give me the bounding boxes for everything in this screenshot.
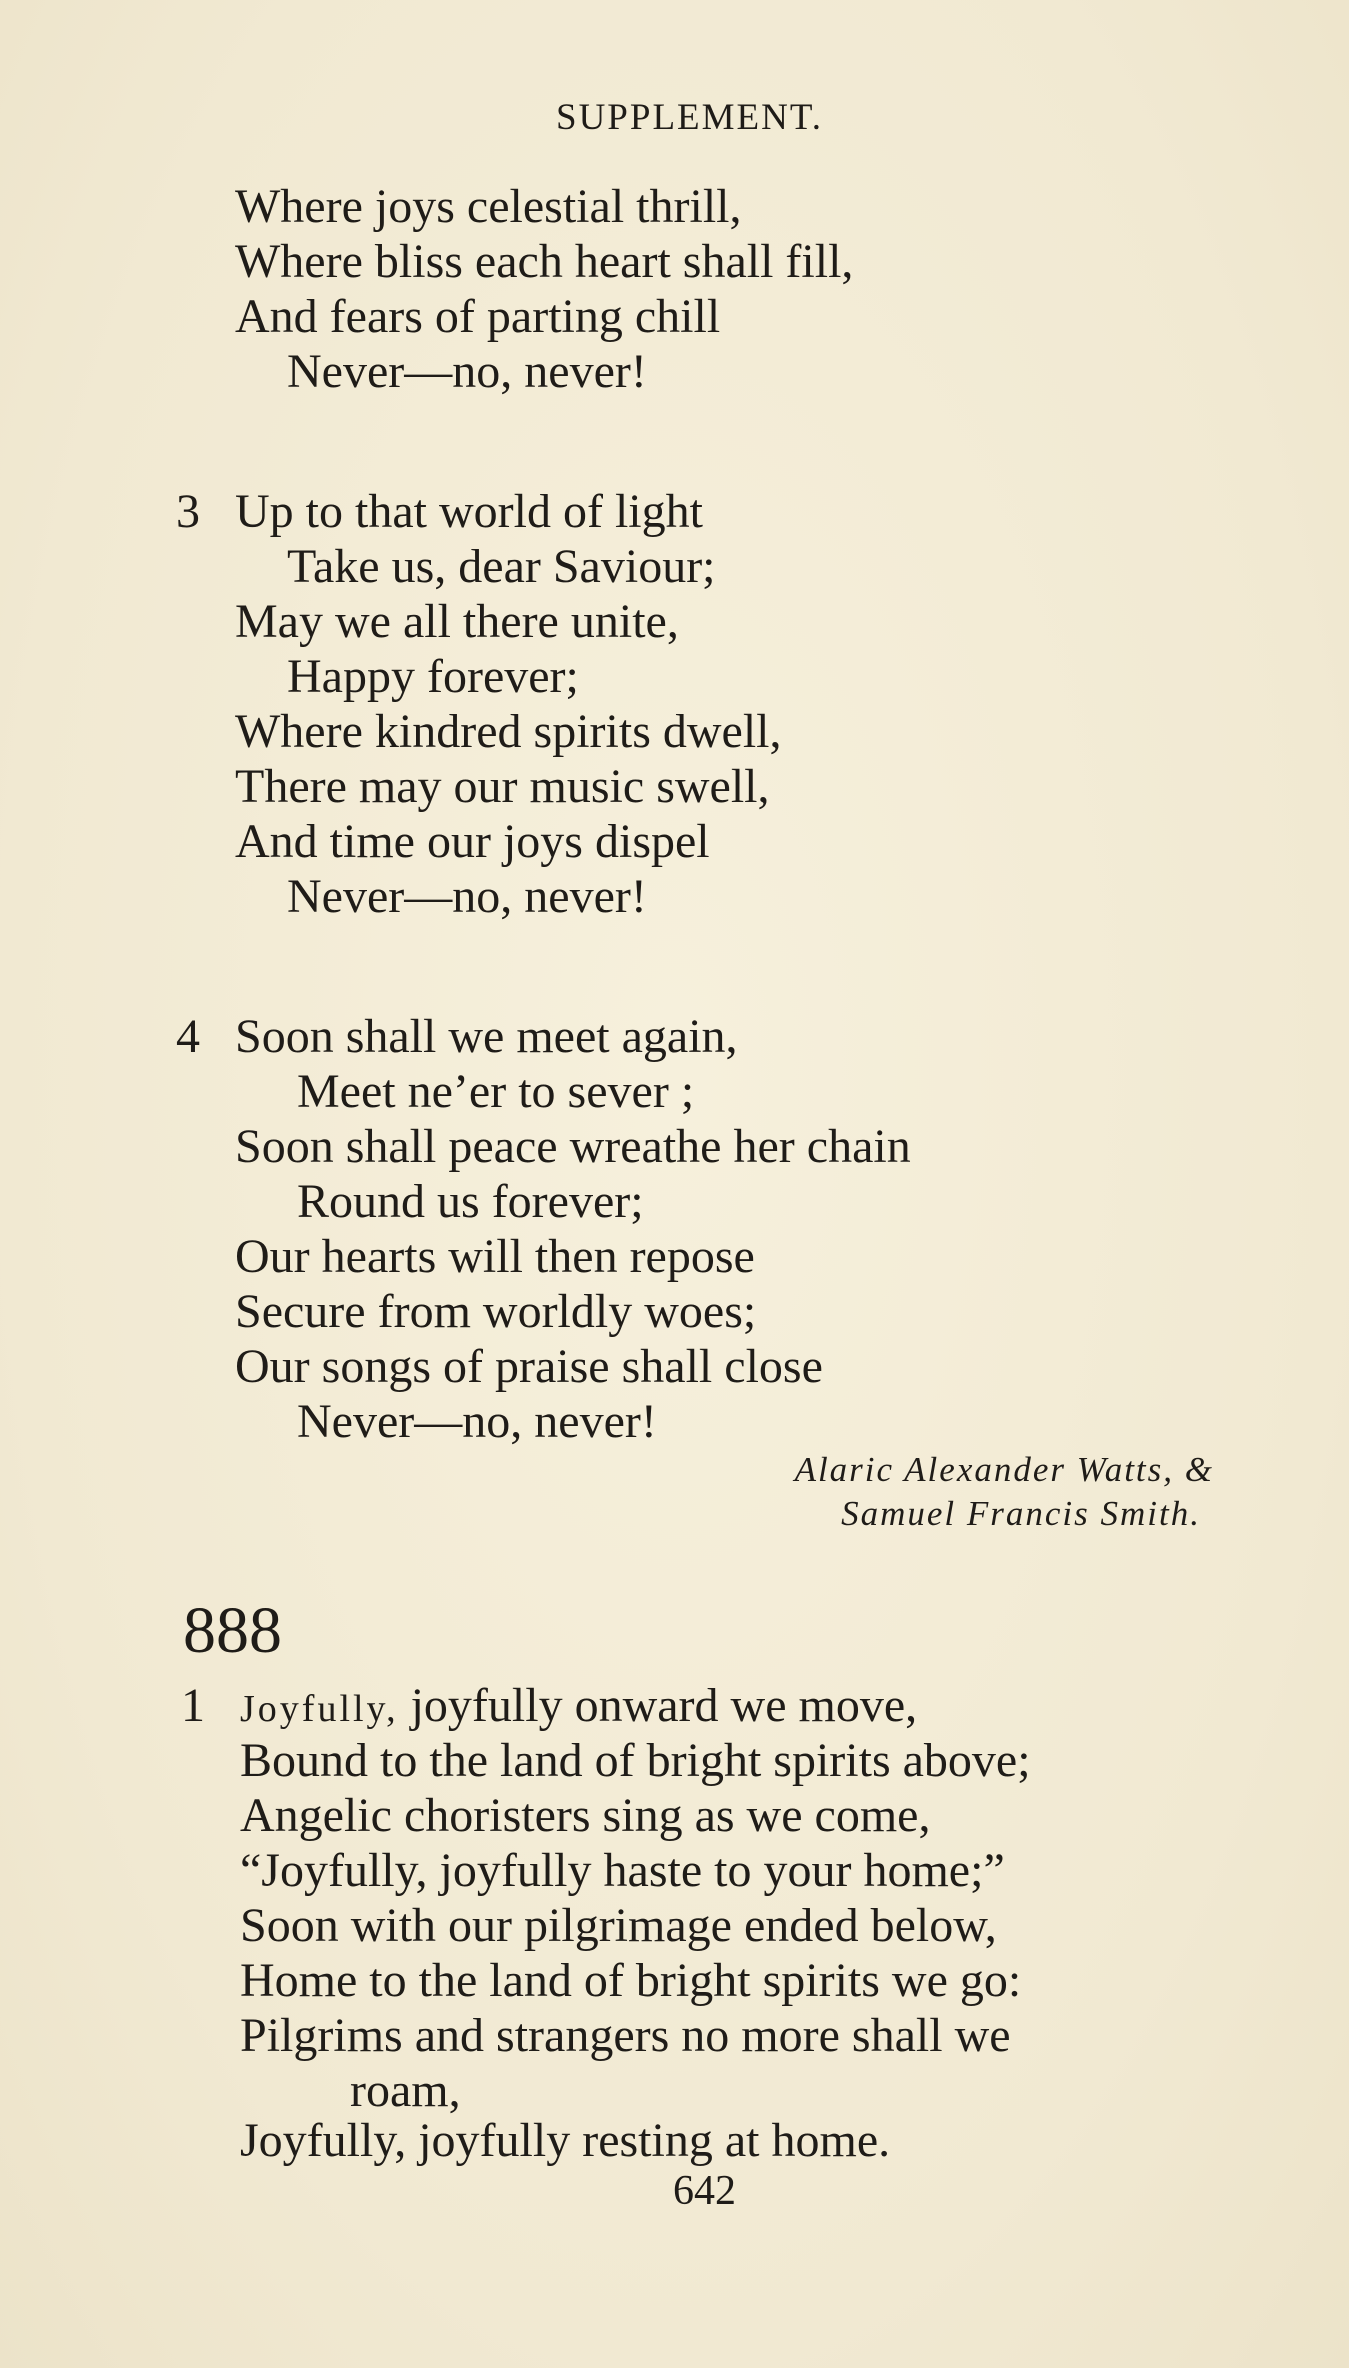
verse-line: [240, 1679, 918, 1732]
page-number: 642: [673, 2168, 736, 2214]
stanza-number: 3: [176, 485, 200, 538]
verse-line: Pilgrims and strangers no more shall we: [240, 2009, 1011, 2062]
running-header: SUPPLEMENT.: [556, 97, 823, 138]
verse-line: Never—no, never!: [287, 345, 647, 398]
verse-line: Where joys celestial thrill,: [235, 180, 742, 233]
verse-line: Home to the land of bright spirits we go:: [240, 1954, 1022, 2007]
stanza-number: 4: [176, 1010, 200, 1063]
verse-line-rest: joyfully onward we move,: [398, 1679, 918, 1732]
verse-line: Soon with our pilgrimage ended below,: [240, 1899, 997, 1952]
verse-line: And time our joys dispel: [235, 815, 710, 868]
author-attribution: Samuel Francis Smith.: [841, 1494, 1201, 1533]
verse-line: Never—no, never!: [287, 870, 647, 923]
verse-line: Where bliss each heart shall fill,: [235, 235, 854, 288]
verse-line: Round us forever;: [297, 1175, 644, 1228]
verse-line: roam,: [350, 2064, 461, 2117]
verse-line: Our hearts will then repose: [235, 1230, 755, 1283]
verse-line: Never—no, never!: [297, 1395, 657, 1448]
verse-line: Joyfully, joyfully resting at home.: [240, 2114, 891, 2167]
verse-line: There may our music swell,: [235, 760, 770, 813]
verse-line: Soon shall peace wreathe her chain: [235, 1120, 911, 1173]
verse-line: Soon shall we meet again,: [235, 1010, 738, 1063]
verse-line: Happy forever;: [287, 650, 579, 703]
verse-line: Take us, dear Saviour;: [287, 540, 716, 593]
verse-line: And fears of parting chill: [235, 290, 721, 343]
verse-line: “Joyfully, joyfully haste to your home;”: [240, 1844, 1005, 1897]
verse-line: Bound to the land of bright spirits above;: [240, 1734, 1031, 1787]
verse-line: May we all there unite,: [235, 595, 679, 648]
verse-line: Up to that world of light: [235, 485, 703, 538]
author-attribution: Alaric Alexander Watts, &: [794, 1450, 1214, 1489]
hymn-number: 888: [183, 1594, 282, 1667]
verse-line: Meet ne’er to sever ;: [297, 1065, 695, 1118]
verse-line: Angelic choristers sing as we come,: [240, 1789, 931, 1842]
verse-line: Where kindred spirits dwell,: [235, 705, 782, 758]
verse-line: Our songs of praise shall close: [235, 1340, 823, 1393]
stanza-number: 1: [181, 1679, 205, 1732]
verse-line: Secure from worldly woes;: [235, 1285, 757, 1338]
small-caps-first-word: Joyfully,: [240, 1688, 399, 1730]
